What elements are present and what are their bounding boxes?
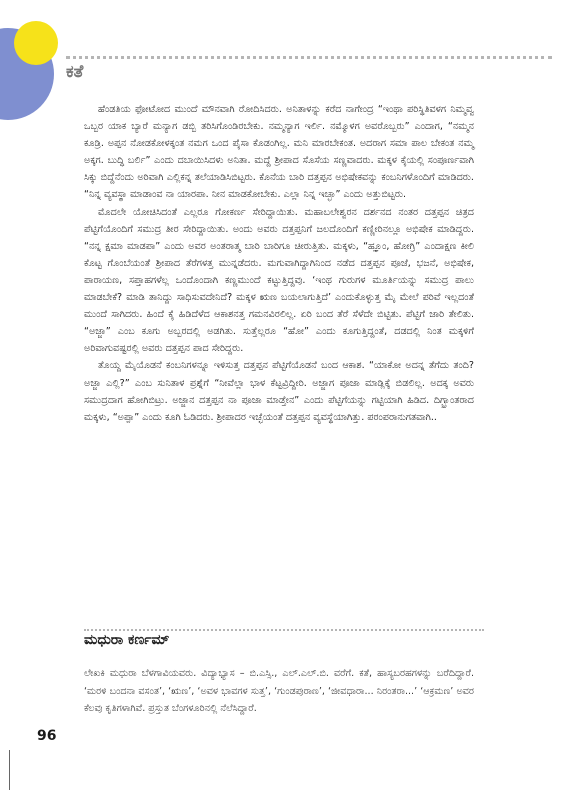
author-dotted-divider <box>84 629 484 631</box>
story-paragraph: ಮೊದಲೇ ಯೋಚಿಸಿದಂತೆ ಎಲ್ಲರೂ ಗೋಕರ್ಣ ಸೇರಿದ್ದಾಯಿತು. ಮಹಾಬಲೇಶ್ವರನ ದರ್ಶನದ ನಂತರ ದತ್ತಪ್ಪನ ಚಿತ್ರದ ಪೆಟ್ಟಿಗೆಯೊಂದಿಗೆ ಸಮುದ್ರ ತೀರ ಸೇರಿದ್ದಾಯಿತು. ಅಂದು ಅವರು ದತ್ತಪ್ಪನಿಗೆ ಜಲದೊಂದಿಗೆ ಕಣ್ಣೀರಿನಲ್ಲೂ ಅಭಿಷೇಕ ಮಾಡಿದ್ದರು. “ನನ್ನ ಕ್ಷಮಾ ಮಾಡಪಾ” ಎಂದು ಅವರ ಅಂತರಾತ್ಮ ಬಾರಿ ಬಾರಿಗೂ ಚೀರುತ್ತಿತು. ಮಕ್ಕಳು, “ಹ್ಞೂಂ, ಹೋಗ್ರಿ” ಎಂದಾಕ್ಷಣ ಕೀಲಿ ಕೊಟ್ಟ ಗೊಂಬೆಯಂತೆ ಶ್ರೀಪಾದ ತೆರೆಗಳತ್ತ ಮುನ್ನಡೆದರು. ಮಗುವಾಗಿದ್ದಾಗಿನಿಂದ ನಡೆದ ದತ್ತಪ್ಪನ ಪೂಜೆ, ಭಜನೆ, ಅಭಿಷೇಕ, ಪಾರಾಯಣ, ಸಪ್ತಾಹಗಳೆಲ್ಲ ಒಂದೊಂದಾಗಿ ಕಣ್ಣಮುಂದೆ ಕಟ್ಟುತ್ತಿದ್ದವು. ‘ಇಂಥ ಗುರುಗಳ ಮೂರ್ತಿಯನ್ನು ಸಮುದ್ರ ಪಾಲು ಮಾಡಬೇಕೆ? ಮಾಡಿ ತಾನಿದ್ದು ಸಾಧಿಸುವದೇನಿದೆ? ಮಕ್ಕಳ ಋಣ ಬಯಲಾಗುತ್ತಿದೆ’ ಎಂದುಕೊಳ್ಳುತ್ತ ಮೈ ಮೇಲೆ ಪರಿವೆ ಇಲ್ಲದಂತೆ ಮುಂದೆ ಸಾಗಿದರು. ಹಿಂದೆ ಕೈ ಹಿಡಿದೆಳೆದ ಆಕಾಶನತ್ತ ಗಮನವಿರಲಿಲ್ಲ. ಏರಿ ಬಂದ ತೆರೆ ಸೆಳೆದೇ ಬಿಟ್ಟಿತು. ಪೆಟ್ಟಿಗೆ ಜಾರಿ ತೇಲಿತು. “ಅಜ್ಜಾ” ಎಂಬ ಕೂಗು ಅಬ್ಬರದಲ್ಲಿ ಅಡಗಿತು. ಸುತ್ತೆಲ್ಲರೂ “ಹೋ” ಎಂದು ಕೂಗುತ್ತಿದ್ದಂತೆ, ದಡದಲ್ಲಿ ನಿಂತ ಮಕ್ಕಳಿಗೆ ಅರಿವಾಗುವಷ್ಟರಲ್ಲಿ ಅವರು ದತ್ತಪ್ಪನ ಪಾದ ಸೇರಿದ್ದರು. <box>84 206 474 355</box>
story-paragraph: ತೊಯ್ದ ಮೈಯೊಡನೆ ಕಂಬನಿಗಳನ್ನೂ ಇಳಿಸುತ್ತ ದತ್ತಪ್ಪನ ಪೆಟ್ಟಿಗೆಯೊಡನೆ ಬಂದ ಆಕಾಶ. “ಯಾಕೋ ಅದನ್ನ ತೆಗೆದು ತಂದಿ? ಅಜ್ಜಾ ಎಲ್ಲಿ?” ಎಂಬ ಸುನಿತಾಳ ಪ್ರಶ್ನೆಗೆ “ನೀವೆಲ್ಲಾ ಭಾಳ ಕೆಟ್ಟವ್ರಿದ್ದೀರಿ. ಅಜ್ಜಾಗ ಪೂಜಾ ಮಾಡ್ಲಿಕ್ಕೆ ಬಿಡಲಿಲ್ಲ. ಅದಕ್ಕ ಅವರು ಸಮುದ್ರದಾಗ ಹೋಗಿಬಿಟ್ರು. ಅಜ್ಜಾನ ದತ್ತಪ್ಪನ ನಾ ಪೂಜಾ ಮಾಡ್ತೇನ” ಎಂದು ಪೆಟ್ಟಿಗೆಯನ್ನು ಗಟ್ಟಿಯಾಗಿ ಹಿಡಿದ. ದಿಗ್ಭ್ರಾಂತರಾದ ಮಕ್ಕಳು, “ಅಪ್ಪಾ” ಎಂದು ಕೂಗಿ ಓಡಿದರು. ಶ್ರೀಪಾದರ ಇಚ್ಛೆಯಂತೆ ದತ್ತಪ್ಪನ ವ್ಯವಸ್ಥೆಯಾಗಿತ್ತು. ಪರಂಪರಾನುಗತವಾಗಿ.. <box>84 360 474 423</box>
top-dotted-divider <box>66 56 552 59</box>
story-paragraph: ಹೆಂಡತಿಯ ಫೋಟೋದ ಮುಂದೆ ಮೌನವಾಗಿ ರೋದಿಸಿದರು. ಅನಿತಾಳನ್ನು ಕರೆದ ನಾಗೇಂದ್ರ “ಇಂಥಾ ಪರಿಸ್ಥಿತಿವಳಗ ನಿಮ್ಮವ್ವ ಒಬ್ಬರ ಯಾಕ ಬ್ಯಾರೆ ಮನ್ಯಾಗ ಡಬ್ಬಿ ತರಿಸಿಗೊಂಡಿರಬೇಕು. ನಮ್ಮನ್ಯಾಗ ಇರ್ಲಿ. ನಮ್ಮೊಳಗ ಅವರೊಬ್ಬರು” ಎಂದಾಗ, “ನಮ್ಮನ ಕೂಡ್ರಿ. ಅಪ್ಪನ ನೋಡಕೋಳಕ್ಕಂತ ನಮಗ ಒಂದ ಪೈಸಾ ಕೊಡಂಗಿಲ್ಲ. ಮನಿ ಮಾರಬೇಕಂತ. ಅದರಾಗ ಸಮಾ ಪಾಲ ಬೇಕಂತ ನಮ್ಮ ಅಕ್ಕಗ. ಬುದ್ಧಿ ಬರ್ಲಿ” ಎಂದು ದಬಾಯಿಸಿದಳು ಅನಿತಾ. ಮದ್ದೆ ಶ್ರೀಪಾದ ಸೊಸೆಯ ಸಣ್ಣವಾದರು. ಮಕ್ಕಳ ಕೈಯಲ್ಲಿ ಸಂಪೂರ್ಣವಾಗಿ ಸಿಕ್ಕು ಬಿದ್ದೆನೆಂದು ಅರಿವಾಗಿ ಎಲ್ಲಿಕನ್ನ ತಲೆಯಾಡಿಸಿಬಿಟ್ಟರು. ಕೊನೆಯ ಬಾರಿ ದತ್ತಪ್ಪನ ಅಭಿಷೇಕವನ್ನು ಕಂಬನಿಗಳೊಂದಿಗೆ ಮಾಡಿದರು. “ನಿನ್ನ ವ್ಯವಸ್ಥಾ ಮಾಡಾಂವ ನಾ ಯಾರಪಾ. ನೀನ ಮಾಡಕೋಬೇಕು. ಎಲ್ಲಾ ನಿನ್ನ ಇಚ್ಛಾ” ಎಂದು ಅತ್ತುಬಿಟ್ಟರು. <box>84 104 474 201</box>
decorative-yellow-circle <box>14 21 58 65</box>
page-number: 96 <box>37 728 57 744</box>
author-name: ಮಧುರಾ ಕರ್ಣಮ್ <box>84 632 170 648</box>
crop-mark <box>9 750 10 790</box>
section-label: ಕತೆ <box>66 62 84 82</box>
story-body <box>84 101 474 426</box>
author-bio: ಲೇಖಕಿ ಮಧುರಾ ಬೆಳಗಾವಿಯವರು. ವಿದ್ಯಾಭ್ಯಾಸ – ಬಿ.ಎಸ್ಸಿ., ಎಲ್.ಎಲ್.ಬಿ. ವರೆಗೆ. ಕತೆ, ಹಾಸ್ಯಬರಹಗಳನ್ನು ಬರೆದಿದ್ದಾರೆ. ‘ಮರಳಿ ಬಂದನಾ ವಸಂತ’, ‘ಋಣ’, ‘ಅವಳ ಭಾವಗಳ ಸುತ್ತ’, ‘ಗುಂಡಪುರಾಣ’, ‘ಜೀವಧಾರಾ... ನಿರಂತರಾ...’ ‘ಆಕ್ರಮಣ’ ಅವರ ಕೆಲವು ಕೃತಿಗಳಾಗಿವೆ. ಪ್ರಸ್ತುತ ಬೆಂಗಳೂರಿನಲ್ಲಿ ನೆಲೆಸಿದ್ದಾರೆ. <box>84 668 474 715</box>
